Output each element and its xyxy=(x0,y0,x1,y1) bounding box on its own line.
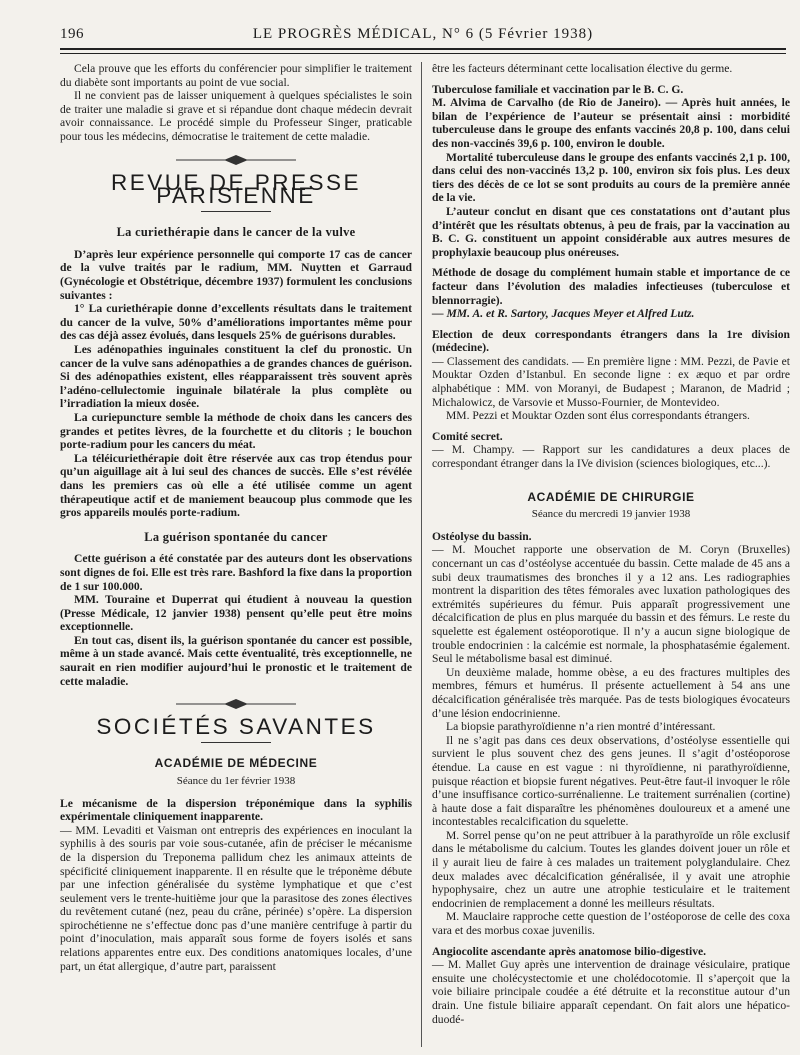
osteolyse-paragraph-1: — M. Mouchet rapporte une observation de M. Coryn (Bruxelles) concernant un cas d’ostéolyse accentuée du bassin. Cette malade de 45 ans a subi deux traumatismes des bronches il y a 12 ans. Les radiographies montrent la disparition des têtes fémorales avec luxation pathologiques des extrémités supérieures du fémur. Puis apparaît progressivement une décalcification de plus en plus marquée du bassin et des fémurs. Le reste du squelette est également ostéoporotique. Il n’y a aucun signe biologique de trouble endocrinien : la calcémie est normale, la phosphatasémie également. Seul le métabolisme basal est diminué. xyxy=(432,543,790,666)
tuberculose-paragraph-3: L’auteur conclut en disant que ces constatations ont d’autant plus d’intérêt que les résultats obtenus, à peu de frais, par la vaccination au B. C. G. constituent un appoint considérable aux autres mesures de prophylaxie beaucoup plus onéreuses. xyxy=(432,204,790,259)
methode-title: Méthode de dosage du complément humain stable et importance de ce facteur dans l’évolution des maladies infectieuses (tuberculose et blennorragie). xyxy=(432,266,790,307)
curie-paragraph-2: 1° La curiethérapie donne d’excellents résultats dans le traitement du cancer de la vulve, 50% d’améliorations importantes même pour des cas déjà assez évolués, dans lesquels 25% de guérisons durables. xyxy=(60,302,412,343)
curie-paragraph-5: La téléicuriethérapie doit être réservée aux cas trop étendus pour qu’un aiguillage ait à lui seul des chances de succès. Elle s’est révélée dans les premiers cas où elle a été utilisée comme un agent thérapeutique actif et de maniement beaucoup plus commode que les gros appareils moulés porte-radium. xyxy=(60,451,412,520)
mecanisme-title: Le mécanisme de la dispersion tréponémique dans la syphilis expérimentale cliniquement inapparente. xyxy=(60,796,412,824)
angiocolite-body: — M. Mallet Guy après une intervention de drainage vésiculaire, pratique ensuite une cholécystectomie et une cholédocotomie. Il s’aperçoit que la voie biliaire principale coudée a été détruite et la reconstitue autour d’un drain. Une fistule biliaire apparaît cependant. On fait alors une hépatico-duodé- xyxy=(432,958,790,1026)
comite-title: Comité secret. xyxy=(432,429,503,443)
seance-chirurgie: Séance du mercredi 19 janvier 1938 xyxy=(531,508,691,521)
guerison-title: La guérison spontanée du cancer xyxy=(144,529,328,544)
osteolyse-paragraph-2: Un deuxième malade, homme obèse, a eu des fractures multiples des membres, fémurs et humérus. Il présente actuellement à 54 ans une décalcification généralisée très marquée. Pas de tests biologiques évocateurs d’une lésion endocrinienne. xyxy=(432,665,790,720)
election-title: Election de deux correspondants étrangers dans la 1re division (médecine). xyxy=(432,327,790,355)
right-column xyxy=(432,62,790,1026)
tuberculose-paragraph-1: M. Alvima de Carvalho (de Rio de Janeiro). — Après huit années, le bilan de l’expérience de l’auteur se présentait ainsi : morbidité tuberculeuse dans le groupe des enfants vaccinés 20,8 p. 100, dans celui des non-vaccinés 39,6 p. 100, environ le double. xyxy=(432,96,790,150)
guerison-paragraph-1: Cette guérison a été constatée par des auteurs dont les observations sont dignes de foi. Elle est très rare. Bashford la fixe dans la proportion de 1 sur 100.000. xyxy=(60,552,412,593)
journal-title: LE PROGRÈS MÉDICAL, N° 6 (5 Février 1938) xyxy=(252,26,594,42)
intro-paragraph-1: Cela prouve que les efforts du conférencier pour simplifier le traitement du diabète sont importants au point de vue social. xyxy=(60,62,412,89)
seance-medecine: Séance du 1er février 1938 xyxy=(176,774,296,787)
academie-medecine-heading: ACADÉMIE DE MÉDECINE xyxy=(154,756,318,771)
methode-authors: — MM. A. et R. Sartory, Jacques Meyer et Alfred Lutz. xyxy=(432,307,695,321)
angiocolite-title: Angiocolite ascendante après anatomose bilio-digestive. xyxy=(432,944,707,958)
revue-title: REVUE DE PRESSE PARISIENNE xyxy=(110,169,362,209)
osteolyse-paragraph-3: La biopsie parathyroïdienne n’a rien montré d’intéressant. xyxy=(446,720,716,734)
election-body: — Classement des candidats. — En première ligne : MM. Pezzi, de Pavie et Mouktar Ozden d’Istanbul. En seconde ligne : ex æquo et par ordre alphabétique : MM. von Moranyi, de Budapest ; Maranon, de Madrid ; Michalowicz, de Varsovie et Musso-Fournier, de Montevideo. xyxy=(432,354,790,409)
societes-title: SOCIÉTÉS SAVANTES xyxy=(96,714,376,740)
mecanisme-body: — MM. Levaditi et Vaisman ont entrepris des expériences en inoculant la syphilis à des souris par voie sous-cutanée, afin de préciser le mécanisme de la dispersion du Treponema pallidum chez les animaux atteints de spécificité cliniquement inapparente. Il en résulte que le tréponème débute par une infection généralisée du système lymphatique et que c’est seulement vers le trente-huitième jour que la parasitose des zones électives du revêtement cutané (nez, peau du crâne, périnée) s’opère. La dispersion spirochétienne ne s’effectue donc pas d’une manière centrifuge à partir du point d’inoculation, mais apparaît sous forme de foyers isolés et sans relations apparentes entre eux. Des conditions anatomiques locales, d’une part, un état allergique, d’autre part, paraissent xyxy=(60,823,412,973)
page-header xyxy=(60,22,786,50)
ornament-divider-2 xyxy=(60,698,412,712)
academie-chirurgie-heading: ACADÉMIE DE CHIRURGIE xyxy=(527,489,695,504)
osteolyse-paragraph-4: Il ne s’agit pas dans ces deux observations, d’ostéolyse essentielle qui survient le plus souvent chez des gens jeunes. Il s’agit d’ostéoporose étendue. La cause en est vague : ni thyroïdienne, ni parathyroïdienne, puisque réaction et biopsie furent négatives. Peut-être faut-il invoquer le rôle d’une insuffisance cortico-surrénalienne. Le traitement surrénalien (cortine) à haute dose a fait disparaître les phénomènes douloureux et a amené une incontestables recalcification du squelette. xyxy=(432,733,790,829)
tuberculose-title: Tuberculose familiale et vaccination par le B. C. G. xyxy=(432,82,684,96)
societes-rule xyxy=(201,742,271,744)
continuation-text: être les facteurs déterminant cette localisation élective du germe. xyxy=(432,62,733,75)
guerison-paragraph-3: En tout cas, disent ils, la guérison spontanée du cancer est possible, même à un stade avancé. Mais cette éventualité, très exceptionnelle, ne saurait en rien modifier aujourd’hui le pronostic et le traitement de cette maladie. xyxy=(60,633,412,688)
curie-paragraph-3: Les adénopathies inguinales constituent la clef du pronostic. Un cancer de la vulve sans adénopathies a de grandes chances de guérison. Si des adénopathies existent, elles réapparaissent très souvent après l’adéno-cellulectomie inguinale bilatérale la plus complète ou l’irradiation la mieux dosée. xyxy=(60,343,412,411)
curie-title: La curiethérapie dans le cancer de la vulve xyxy=(116,225,356,240)
left-column xyxy=(60,62,412,973)
curie-paragraph-1: D’après leur expérience personnelle qui comporte 17 cas de cancer de la vulve traités par le radium, MM. Nuytten et Garraud (Gynécologie et Obstétrique, décembre 1937) formulent les conclusions suivantes : xyxy=(60,247,412,302)
osteolyse-paragraph-5: M. Sorrel pense qu’on ne peut attribuer à la parathyroïde un rôle exclusif dans le métabolisme du calcium. Toutes les glandes doivent jouer un rôle et il y aurait lieu de faire à ces malades un traitement polyglandulaire. Chez deux malades avec décalcification généralisée, il y avait une atrophie hypophysaire, chez un autre une atrophie testiculaire et le traitement endocrinien de remplacement a donné les meilleurs résultats. xyxy=(432,828,790,910)
page-number: 196 xyxy=(60,26,84,42)
title-rule xyxy=(201,211,271,213)
column-rule xyxy=(421,62,422,1047)
tuberculose-paragraph-2: Mortalité tuberculeuse dans le groupe des enfants vaccinés 2,1 p. 100, dans celui des non-vaccinés 13,2 p. 100, environ six fois plus. Les deux tiers des décès de ce lot se sont produits au cours de la première année de la vie. xyxy=(432,150,790,205)
osteolyse-paragraph-6: M. Mauclaire rapproche cette question de l’ostéoporose de celle des coxa vara et des morbus coxae juvenilis. xyxy=(432,910,790,938)
election-result: MM. Pezzi et Mouktar Ozden sont élus correspondants étrangers. xyxy=(446,409,750,423)
curie-paragraph-4: La curiepuncture semble la méthode de choix dans les cancers des grandes et petites lèvres, de la fourchette et du clitoris ; le bouchon porte-radium pour les cancers du méat. xyxy=(60,410,412,452)
ornament-divider-1 xyxy=(60,154,412,168)
comite-body: — M. Champy. — Rapport sur les candidatures a deux places de correspondant étranger dans la IVe division (sciences biologiques, etc...). xyxy=(432,443,790,471)
intro-paragraph-2: Il ne convient pas de laisser uniquement à quelques spécialistes le soin de traiter une maladie si grave et si répandue dont chaque médecin devrait avoir connaissance. Le procédé simple du Professeur Singer, praticable pour tous les médecins, démocratise le traitement de cette maladie. xyxy=(60,89,412,143)
osteolyse-title: Ostéolyse du bassin. xyxy=(432,529,532,543)
guerison-paragraph-2: MM. Touraine et Duperrat qui étudient à nouveau la question (Presse Médicale, 12 janvier 1938) pensent qu’elle peut être moins exceptionnelle. xyxy=(60,593,412,634)
